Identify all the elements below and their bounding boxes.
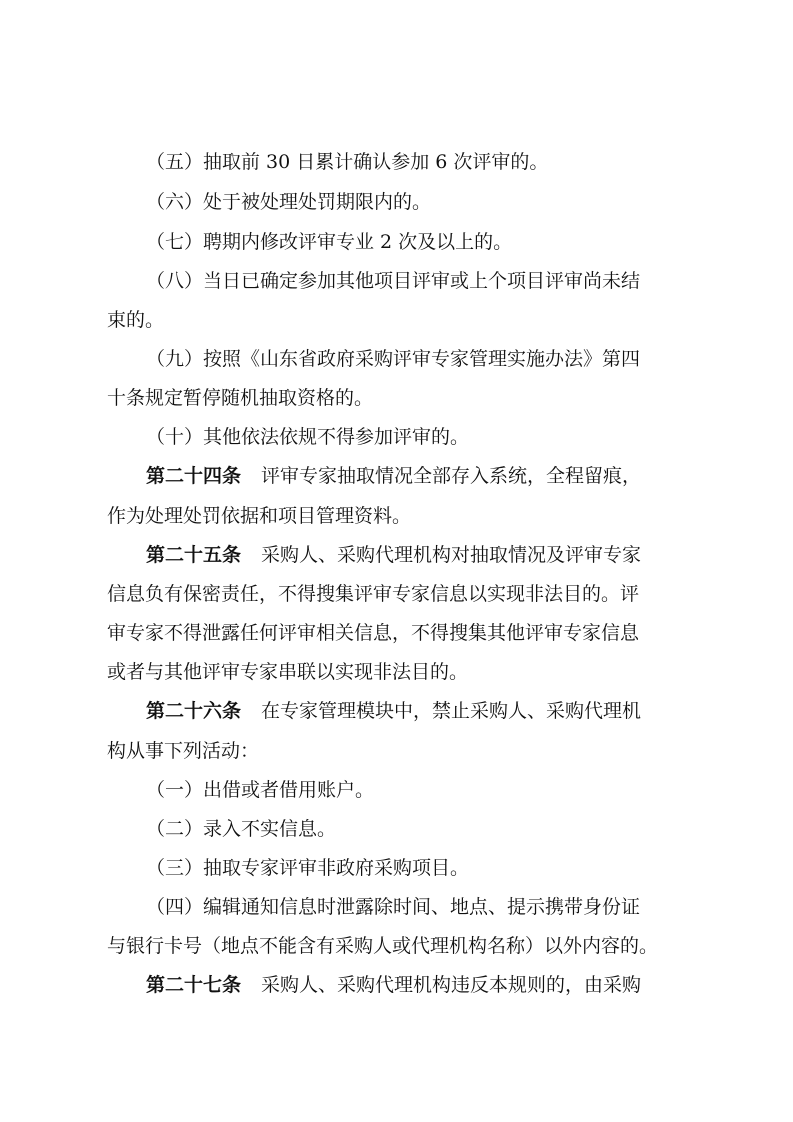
clause-text: （五）抽取前 30 日累计确认参加 6 次评审的。 <box>146 151 549 173</box>
article-text: 采购人、采购代理机构违反本规则的，由采购 <box>261 974 642 996</box>
article-24 <box>0 456 793 496</box>
article-25-continued <box>0 613 793 653</box>
clause-text: （四）编辑通知信息时泄露除时间、地点、提示携带身份证 <box>146 896 641 918</box>
article-text: 或者与其他评审专家串联以实现非法目的。 <box>107 661 469 683</box>
clause-text: （六）处于被处理处罚期限内的。 <box>146 191 432 213</box>
article-text: 在专家管理模块中，禁止采购人、采购代理机 <box>261 700 642 722</box>
clause-text: （二）录入不实信息。 <box>146 818 337 840</box>
clause-one <box>0 770 793 810</box>
clause-text: （七）聘期内修改评审专业 2 次及以上的。 <box>146 231 513 253</box>
article-text: 审专家不得泄露任何评审相关信息，不得搜集其他评审专家信息 <box>107 622 640 644</box>
article-24-continued <box>0 496 793 536</box>
article-text: 作为处理处罚依据和项目管理资料。 <box>107 505 412 527</box>
clause-eight-continued <box>0 300 793 340</box>
clause-three <box>0 848 793 888</box>
clause-text: （九）按照《山东省政府采购评审专家管理实施办法》第四 <box>146 348 641 370</box>
clause-five <box>0 142 793 182</box>
article-text: 信息负有保密责任，不得搜集评审专家信息以实现非法目的。评 <box>107 583 640 605</box>
article-heading: 第二十四条 <box>146 465 242 487</box>
clause-text: （一）出借或者借用账户。 <box>146 779 375 801</box>
clause-two <box>0 809 793 849</box>
clause-ten <box>0 417 793 457</box>
clause-text: （三）抽取专家评审非政府采购项目。 <box>146 857 470 879</box>
article-27 <box>0 965 793 1005</box>
article-25-continued <box>0 574 793 614</box>
article-text: 采购人、采购代理机构对抽取情况及评审专家 <box>261 544 642 566</box>
clause-four <box>0 887 793 927</box>
article-25-continued <box>0 652 793 692</box>
clause-text: 束的。 <box>107 309 165 331</box>
clause-eight <box>0 261 793 301</box>
clause-nine-continued <box>0 378 793 418</box>
article-26 <box>0 691 793 731</box>
clause-text: （十）其他依法依规不得参加评审的。 <box>146 426 470 448</box>
article-heading: 第二十六条 <box>146 700 242 722</box>
clause-four-continued <box>0 926 793 966</box>
article-heading: 第二十七条 <box>146 974 242 996</box>
clause-text: 十条规定暂停随机抽取资格的。 <box>107 387 374 409</box>
article-heading: 第二十五条 <box>146 544 242 566</box>
article-text: 评审专家抽取情况全部存入系统，全程留痕， <box>261 465 642 487</box>
clause-nine <box>0 339 793 379</box>
clause-text: （八）当日已确定参加其他项目评审或上个项目评审尚未结 <box>146 270 641 292</box>
clause-seven <box>0 222 793 262</box>
article-text: 构从事下列活动： <box>107 740 260 762</box>
article-26-continued <box>0 731 793 771</box>
clause-six <box>0 182 793 222</box>
article-25 <box>0 535 793 575</box>
clause-text: 与银行卡号（地点不能含有采购人或代理机构名称）以外内容的。 <box>107 935 659 957</box>
